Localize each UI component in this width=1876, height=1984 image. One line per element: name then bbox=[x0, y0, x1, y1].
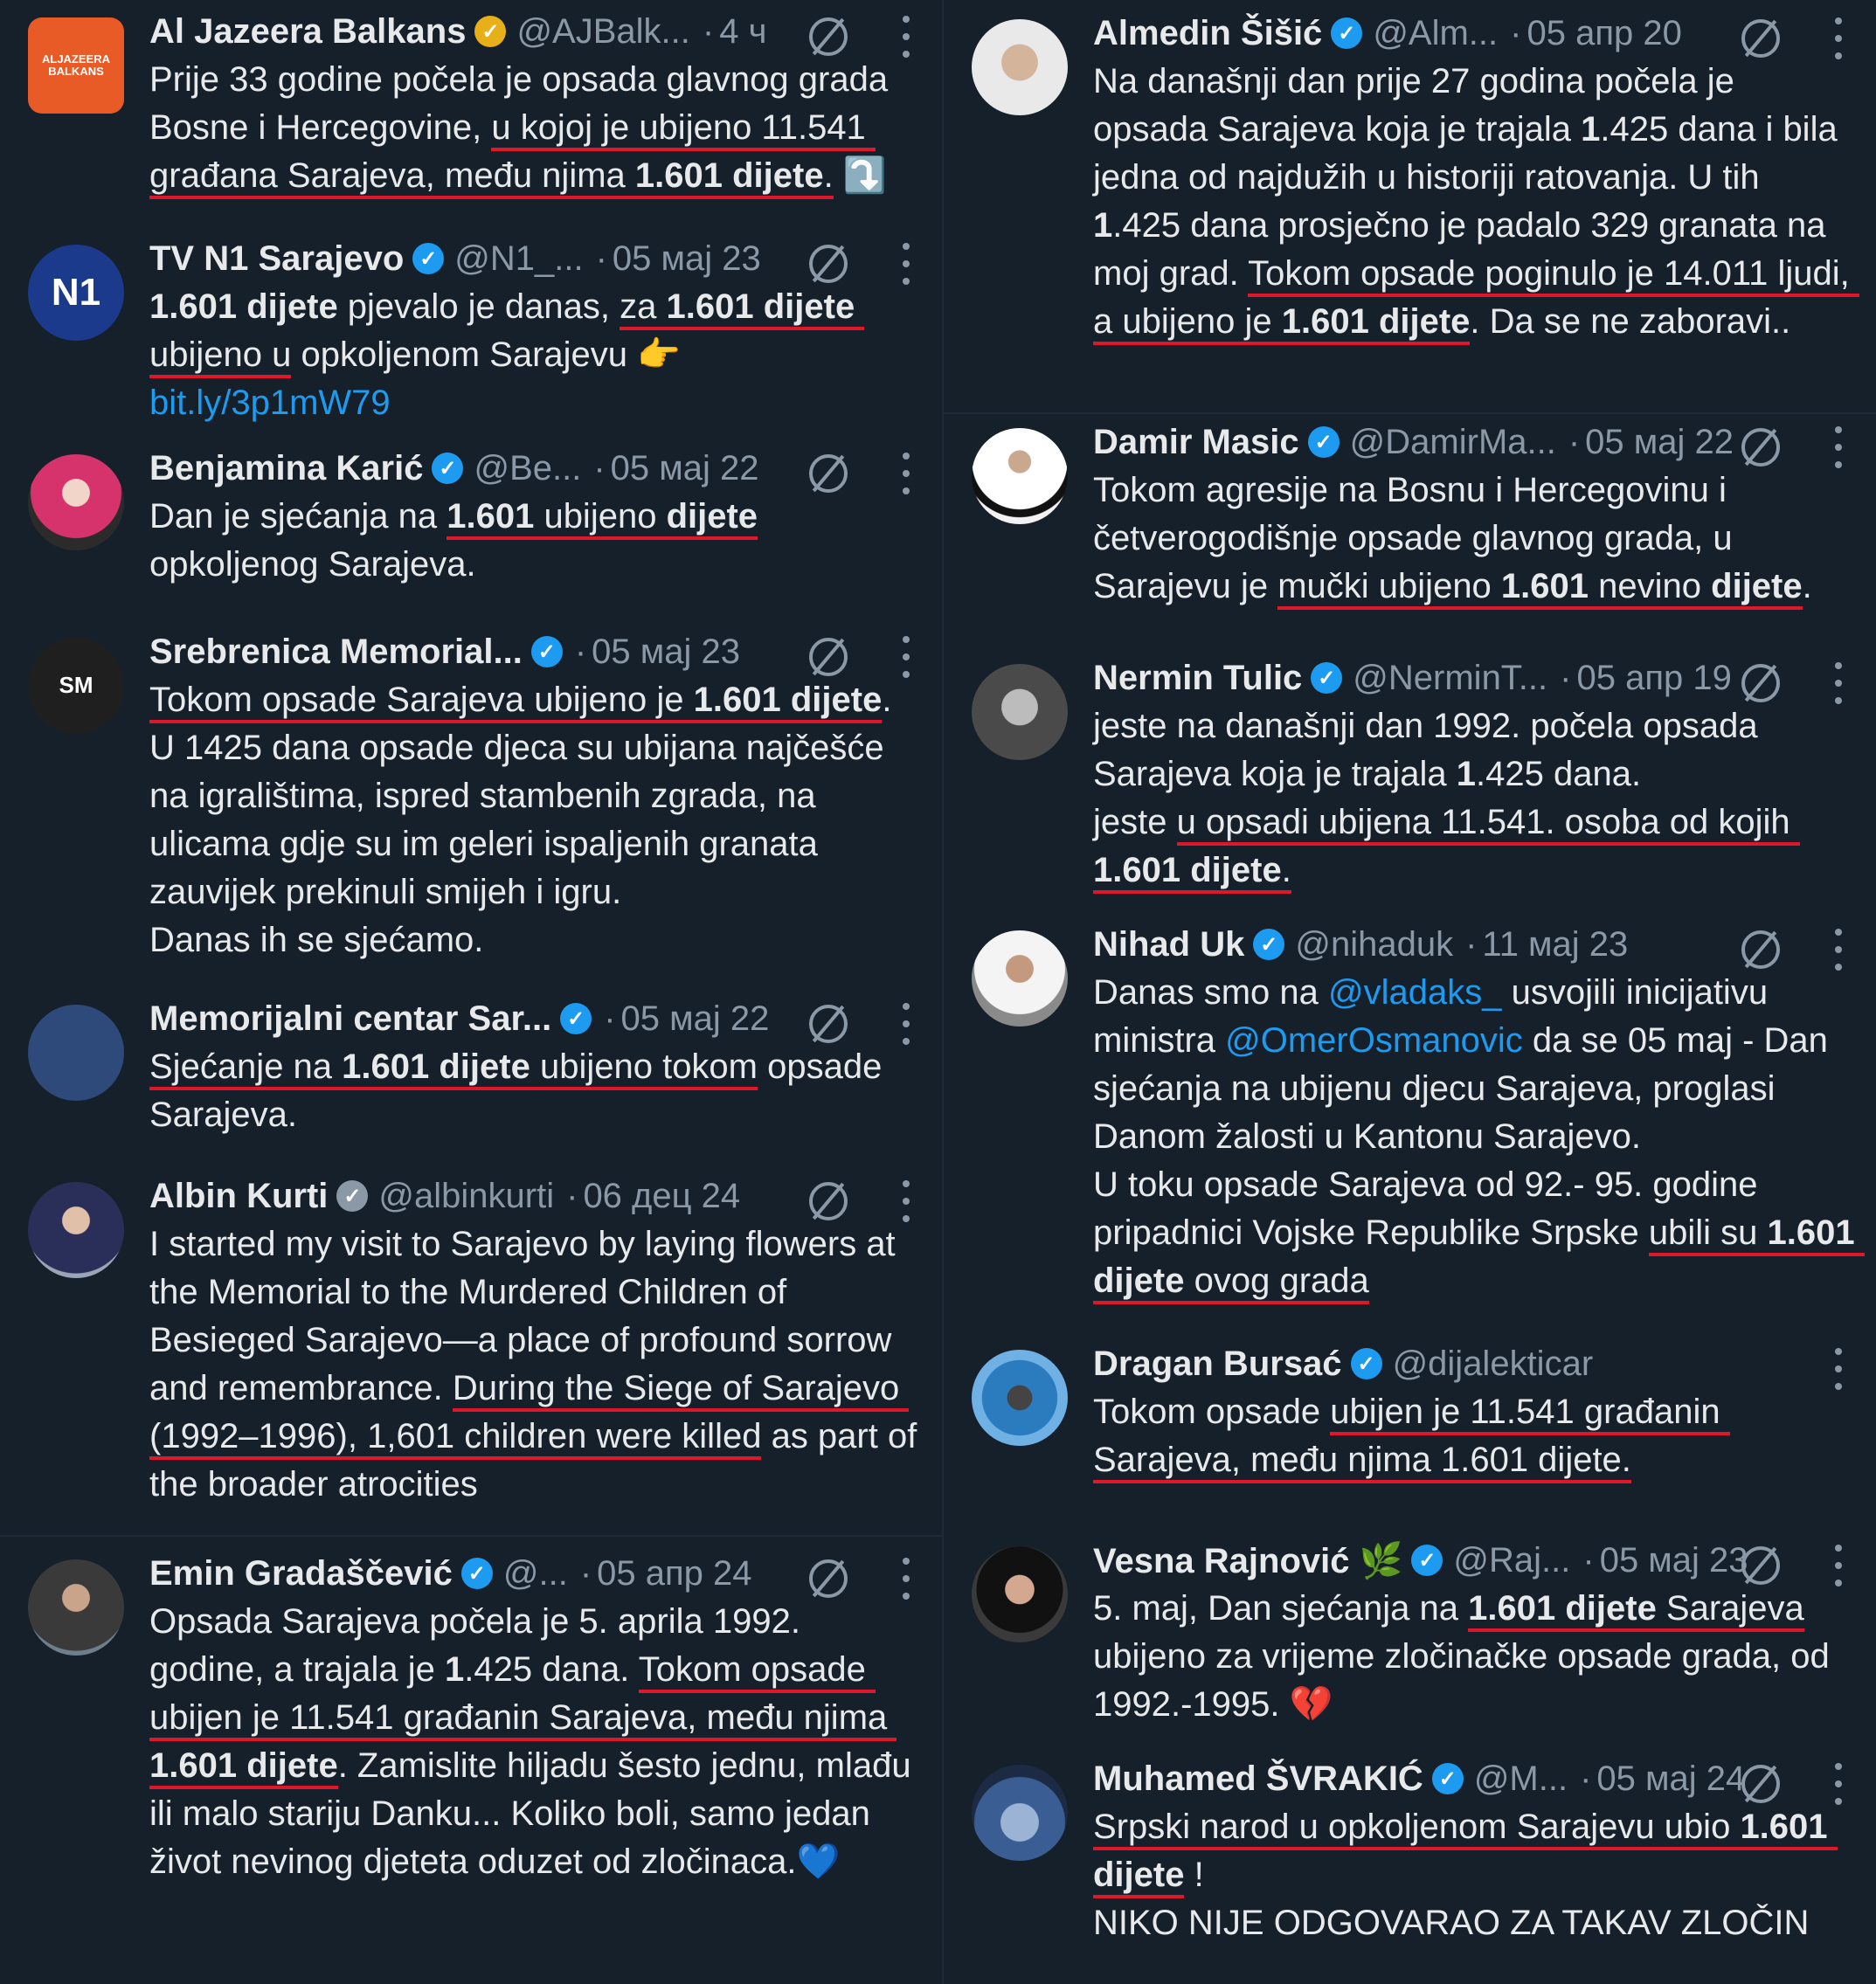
verified-badge-icon: ✓ bbox=[1331, 17, 1362, 49]
separator-dot: · bbox=[604, 999, 616, 1038]
tweet-header bbox=[149, 444, 923, 493]
tweet-body bbox=[1093, 653, 1855, 895]
tweet-card[interactable] bbox=[944, 913, 1876, 1332]
grok-icon[interactable] bbox=[1741, 428, 1780, 467]
timestamp[interactable]: 06 дец 24 bbox=[583, 1176, 741, 1215]
more-options-icon[interactable] bbox=[1834, 1348, 1843, 1390]
tweet-header bbox=[1093, 418, 1855, 467]
text-segment: jeste na današnji dan 1992. počela opsada Sarajeva koja je trajala bbox=[1093, 707, 1768, 793]
avatar[interactable] bbox=[28, 17, 124, 114]
text-segment: 1 bbox=[1093, 206, 1113, 245]
separator-dot: · bbox=[1582, 1540, 1595, 1580]
text-segment: .425 dana. bbox=[464, 1650, 639, 1689]
avatar[interactable] bbox=[972, 19, 1068, 115]
text-segment: 1.601 dijete bbox=[1468, 1589, 1657, 1632]
display-name[interactable]: Srebrenica Memorial... bbox=[149, 632, 523, 671]
verified-badge-icon: ✓ bbox=[1308, 426, 1340, 458]
tweet-header bbox=[149, 7, 923, 56]
user-handle[interactable]: @... bbox=[502, 1553, 568, 1593]
avatar[interactable] bbox=[28, 1005, 124, 1101]
avatar[interactable] bbox=[972, 1765, 1068, 1861]
tweet-text bbox=[149, 493, 923, 589]
tweet-card[interactable] bbox=[944, 411, 1876, 639]
text-segment: mučki ubijeno bbox=[1277, 567, 1501, 610]
text-segment: ubili su bbox=[1649, 1213, 1768, 1256]
more-options-icon[interactable] bbox=[1834, 17, 1843, 59]
more-options-icon[interactable] bbox=[902, 1180, 910, 1222]
avatar[interactable] bbox=[972, 1546, 1068, 1642]
text-segment: . bbox=[1802, 567, 1812, 605]
text-segment: I started my visit to Sarajevo by laying flowers at the Memorial to the Murdered Children of Besieged Sarajevo—a place of profound sorrow and remembrance. bbox=[149, 1225, 905, 1407]
text-segment: 5. maj, Dan sjećanja na bbox=[1093, 1589, 1469, 1628]
tweet-link[interactable]: @vladaks_ bbox=[1328, 973, 1502, 1012]
text-segment: opkoljenom Sarajevu 👉 bbox=[291, 335, 691, 374]
grok-icon[interactable] bbox=[809, 638, 848, 676]
text-segment: Tokom opsade bbox=[1093, 1393, 1331, 1431]
more-options-icon[interactable] bbox=[902, 243, 910, 285]
verified-badge-icon: ✓ bbox=[461, 1558, 493, 1589]
tweet-body bbox=[149, 7, 923, 200]
tweet-card[interactable] bbox=[944, 1529, 1876, 1747]
grok-icon[interactable] bbox=[809, 1559, 848, 1598]
text-segment: Sjećanje na bbox=[149, 1047, 342, 1090]
user-handle[interactable]: @DamirMa... bbox=[1349, 422, 1556, 461]
tweet-header bbox=[1093, 1339, 1855, 1388]
avatar[interactable] bbox=[28, 1559, 124, 1656]
user-handle[interactable]: @M... bbox=[1473, 1759, 1568, 1798]
verified-badge-icon: ✓ bbox=[474, 16, 506, 47]
timestamp[interactable]: 05 мај 22 bbox=[1585, 422, 1734, 461]
tweet-header bbox=[1093, 920, 1855, 969]
tweet-body bbox=[1093, 920, 1865, 1305]
display-name[interactable]: Dragan Bursać bbox=[1093, 1344, 1342, 1383]
tweet-card[interactable] bbox=[0, 987, 944, 1162]
separator-dot: · bbox=[1510, 13, 1522, 52]
separator-dot: · bbox=[595, 238, 607, 278]
text-segment: da se 05 maj - Dan sjećanja na ubijenu djecu Sarajeva, proglasi Danom žalosti u Kantonu Sarajevo. U toku opsade Sarajeva od 92.- 95. godine pripadnici Vojske Republike Srpske bbox=[1093, 1021, 1828, 1252]
timestamp[interactable]: 05 мај 23 bbox=[592, 632, 741, 671]
separator-dot: · bbox=[593, 448, 606, 487]
avatar-initials: SM bbox=[59, 672, 93, 699]
user-handle[interactable]: @Alm... bbox=[1373, 13, 1499, 52]
text-segment: ovog grada bbox=[1184, 1262, 1368, 1304]
text-segment: 1.601 bbox=[1501, 567, 1589, 610]
tweet-body bbox=[149, 444, 923, 589]
display-name[interactable]: TV N1 Sarajevo bbox=[149, 238, 405, 278]
user-handle[interactable]: @Be... bbox=[474, 448, 582, 487]
display-name[interactable]: Vesna Rajnović 🌿 bbox=[1093, 1541, 1403, 1580]
tweet-text bbox=[1093, 702, 1855, 895]
text-segment: ubijeno bbox=[534, 497, 666, 540]
verified-badge-icon: ✓ bbox=[432, 453, 463, 484]
text-segment: 1.601 bbox=[447, 497, 534, 540]
tweet-card[interactable] bbox=[0, 0, 944, 227]
grok-icon[interactable] bbox=[1741, 1765, 1780, 1803]
tweet-text bbox=[149, 676, 923, 964]
tweet-card[interactable] bbox=[944, 1332, 1876, 1529]
text-segment: 1 bbox=[1581, 110, 1601, 149]
display-name[interactable]: Emin Gradaščević bbox=[149, 1553, 453, 1593]
more-options-icon[interactable] bbox=[1834, 929, 1843, 971]
tweet-header bbox=[149, 234, 923, 283]
text-segment: 1.601 dijete bbox=[667, 287, 855, 330]
timestamp[interactable]: 05 мај 22 bbox=[620, 999, 770, 1038]
tweet-link[interactable]: bit.ly/3p1mW79 bbox=[149, 384, 391, 422]
text-segment: . U 1425 dana opsade djeca su ubijana najčešće na igralištima, ispred stambenih zgrada, na ulicama gdje su im geleri ispaljenih granata zauvijek prekinuli smijeh i igru. Danas ih se sjećamo. bbox=[149, 681, 892, 959]
separator-dot: · bbox=[702, 11, 715, 51]
more-options-icon[interactable] bbox=[1834, 426, 1843, 468]
text-segment: .425 dana prosječno je padalo 329 granata na moj grad. bbox=[1093, 206, 1836, 293]
avatar[interactable] bbox=[972, 930, 1068, 1027]
user-handle[interactable]: @AJBalk... bbox=[516, 11, 690, 51]
text-segment: 1 bbox=[1456, 755, 1477, 793]
timestamp[interactable]: 05 апр 24 bbox=[597, 1553, 752, 1593]
text-segment: as part of the broader atrocities bbox=[149, 1417, 927, 1504]
separator-dot: · bbox=[566, 1176, 578, 1215]
more-options-icon[interactable] bbox=[902, 16, 910, 58]
tweet-link[interactable]: @OmerOsmanovic bbox=[1225, 1021, 1523, 1060]
text-segment: u kojoj je ubijeno 11.541 građana Sarajeva, među njima bbox=[149, 108, 876, 199]
tweet-card[interactable] bbox=[0, 620, 944, 987]
text-segment: opsade Sarajeva. bbox=[149, 1047, 892, 1134]
tweet-body bbox=[1093, 9, 1859, 346]
tweet-header bbox=[149, 994, 923, 1043]
tweet-text bbox=[1093, 467, 1855, 611]
user-handle[interactable]: @albinkurti bbox=[378, 1176, 555, 1215]
text-segment: Tokom opsade Sarajeva ubijeno je bbox=[149, 681, 694, 723]
user-handle[interactable]: @N1_... bbox=[454, 238, 584, 278]
verified-badge-icon: ✓ bbox=[531, 636, 563, 667]
text-segment: 1.601 dijete bbox=[635, 156, 824, 199]
timestamp[interactable]: 05 мај 24 bbox=[1596, 1759, 1746, 1798]
user-handle[interactable]: @dijalekticar bbox=[1392, 1344, 1594, 1383]
display-name[interactable]: Almedin Šišić bbox=[1093, 13, 1323, 52]
tweet-header bbox=[1093, 1754, 1855, 1803]
text-segment: 1 bbox=[445, 1650, 465, 1689]
tweet-card[interactable] bbox=[944, 2, 1876, 412]
separator-dot: · bbox=[579, 1553, 592, 1593]
timestamp[interactable]: 05 мај 22 bbox=[610, 448, 759, 487]
avatar-initials: N1 bbox=[51, 270, 101, 314]
timestamp[interactable]: 05 мај 23 bbox=[1599, 1540, 1748, 1580]
text-segment: Opsada Sarajeva počela je 5. aprila 1992. godine, a trajala je bbox=[149, 1602, 811, 1689]
verified-badge-icon: ✓ bbox=[336, 1180, 368, 1212]
text-segment: pjevalo je danas, bbox=[337, 287, 620, 326]
grok-icon[interactable] bbox=[1741, 664, 1780, 702]
verified-badge-icon: ✓ bbox=[1411, 1545, 1443, 1576]
tweet-card[interactable] bbox=[0, 1165, 944, 1531]
tweet-card[interactable] bbox=[0, 227, 944, 437]
timestamp[interactable]: 05 апр 20 bbox=[1526, 13, 1682, 52]
more-options-icon[interactable] bbox=[902, 1003, 910, 1045]
tweet-text bbox=[1093, 58, 1859, 346]
text-segment: 1.601 dijete bbox=[1282, 302, 1471, 345]
avatar[interactable] bbox=[972, 428, 1068, 524]
separator-dot: · bbox=[1580, 1759, 1592, 1798]
tweet-body bbox=[149, 994, 923, 1139]
text-segment: ubijeno u bbox=[149, 287, 864, 378]
tweet-separator bbox=[0, 1535, 942, 1537]
grok-icon[interactable] bbox=[1741, 1546, 1780, 1585]
separator-dot: · bbox=[574, 632, 587, 671]
text-segment: ! bbox=[1184, 1856, 1204, 1894]
avatar[interactable] bbox=[28, 245, 124, 341]
text-segment: Sarajeva bbox=[1657, 1589, 1804, 1632]
text-segment: Tokom opsade poginulo je 14.011 ljudi, a ubijeno je bbox=[1093, 254, 1859, 345]
text-segment: 1.601 dijete bbox=[342, 1047, 530, 1090]
text-segment: usvojili inicijativu ministra bbox=[1093, 973, 1778, 1060]
display-name[interactable]: Nermin Tulic bbox=[1093, 658, 1303, 697]
verified-badge-icon: ✓ bbox=[1311, 662, 1342, 694]
text-segment: Srpski narod u opkoljenom Sarajevu ubio bbox=[1093, 1808, 1740, 1850]
grok-icon[interactable] bbox=[809, 245, 848, 283]
text-segment: u opsadi ubijena 11.541. osoba od kojih bbox=[1177, 803, 1800, 846]
text-segment: dijete bbox=[667, 497, 758, 540]
display-name[interactable]: Benjamina Karić bbox=[149, 448, 424, 487]
more-options-icon[interactable] bbox=[902, 453, 910, 494]
text-segment: Tokom agresije na Bosnu i Hercegovinu i četverogodišnje opsade glavnog grada, u Sarajevu je bbox=[1093, 471, 1742, 605]
tweet-text bbox=[1093, 1585, 1855, 1729]
text-segment: ⤵️ bbox=[833, 156, 887, 195]
timestamp[interactable]: 4 ч bbox=[719, 11, 767, 51]
tweet-header bbox=[149, 1172, 923, 1220]
verified-badge-icon: ✓ bbox=[412, 243, 444, 274]
verified-badge-icon: ✓ bbox=[1432, 1763, 1464, 1794]
tweet-text bbox=[149, 283, 923, 427]
tweet-text bbox=[149, 56, 923, 200]
tweet-card[interactable] bbox=[944, 1747, 1876, 1984]
avatar[interactable] bbox=[28, 454, 124, 550]
tweet-text bbox=[1093, 969, 1865, 1305]
display-name[interactable]: Memorijalni centar Sar... bbox=[149, 999, 552, 1038]
more-options-icon[interactable] bbox=[1834, 1545, 1843, 1587]
tweet-card[interactable] bbox=[944, 646, 1876, 926]
text-segment: . bbox=[824, 156, 834, 199]
text-segment: Dan je sjećanja na bbox=[149, 497, 447, 536]
display-name[interactable]: Al Jazeera Balkans bbox=[149, 11, 467, 51]
tweet-body bbox=[149, 627, 923, 964]
grok-icon[interactable] bbox=[1741, 930, 1780, 969]
avatar[interactable] bbox=[28, 1182, 124, 1278]
display-name[interactable]: Damir Masic bbox=[1093, 422, 1299, 461]
grok-icon[interactable] bbox=[809, 17, 848, 56]
display-name[interactable]: Muhamed ŠVRAKIĆ bbox=[1093, 1759, 1423, 1798]
text-segment: za bbox=[620, 287, 666, 330]
timestamp[interactable]: 05 апр 19 bbox=[1576, 658, 1732, 697]
text-segment: . Da se ne zaboravi.. bbox=[1470, 302, 1791, 341]
tweet-card[interactable] bbox=[0, 1542, 944, 1953]
tweet-text bbox=[149, 1598, 923, 1886]
avatar[interactable] bbox=[972, 664, 1068, 760]
text-segment: NIKO NIJE ODGOVARAO ZA TAKAV ZLOČIN bbox=[1093, 1904, 1810, 1942]
timestamp[interactable]: 05 мај 23 bbox=[612, 238, 761, 278]
verified-badge-icon: ✓ bbox=[1351, 1348, 1382, 1379]
tweet-body bbox=[149, 1172, 927, 1509]
text-segment: ubijeno tokom bbox=[530, 1047, 758, 1090]
tweet-body bbox=[1093, 1339, 1855, 1484]
tweet-text bbox=[149, 1043, 923, 1139]
user-handle[interactable]: @nihaduk bbox=[1295, 924, 1454, 964]
text-segment: ubijeno za vrijeme zločinačke opsade grada, od 1992.-1995. 💔 bbox=[1093, 1589, 1839, 1724]
text-segment: .425 dana i bila jedna od najdužih u historiji ratovanja. U tih bbox=[1093, 110, 1847, 197]
tweet-body bbox=[149, 234, 923, 427]
tweet-card[interactable] bbox=[0, 437, 944, 620]
user-handle[interactable]: @Raj... bbox=[1453, 1540, 1571, 1580]
text-segment: Tokom opsade ubijen je 11.541 građanin Sarajeva, među njima bbox=[149, 1650, 896, 1741]
separator-dot: · bbox=[1465, 924, 1478, 964]
user-handle[interactable]: @NerminT... bbox=[1353, 658, 1548, 697]
tweet-header bbox=[1093, 653, 1855, 702]
text-segment: 1.601 dijete bbox=[1093, 851, 1282, 894]
text-segment: 1.601 dijete bbox=[149, 1746, 338, 1789]
more-options-icon[interactable] bbox=[1834, 1763, 1843, 1805]
tweet-header bbox=[1093, 1536, 1855, 1585]
grok-icon[interactable] bbox=[1741, 19, 1780, 58]
verified-badge-icon: ✓ bbox=[560, 1003, 592, 1034]
more-options-icon[interactable] bbox=[902, 1558, 910, 1600]
text-segment: nevino bbox=[1589, 567, 1711, 610]
grok-icon[interactable] bbox=[809, 1182, 848, 1220]
tweet-header bbox=[149, 1549, 923, 1598]
tweet-body bbox=[149, 1549, 923, 1886]
text-segment: 1.601 dijete bbox=[149, 287, 338, 326]
avatar[interactable] bbox=[972, 1350, 1068, 1446]
text-segment: ubijen je 11.541 građanin Sarajeva, među njima 1.601 dijete. bbox=[1093, 1393, 1730, 1483]
text-segment: opkoljenog Sarajeva. bbox=[149, 497, 768, 584]
grok-icon[interactable] bbox=[809, 454, 848, 493]
text-segment: . bbox=[1282, 851, 1291, 894]
more-options-icon[interactable] bbox=[902, 636, 910, 678]
display-name[interactable]: Albin Kurti bbox=[149, 1176, 329, 1215]
text-segment: During the Siege of Sarajevo (1992–1996), 1,601 children were killed bbox=[149, 1369, 909, 1460]
text-segment: 1.601 dijete bbox=[1093, 1213, 1865, 1304]
text-segment: Na današnji dan prije 27 godina počela je opsada Sarajeva koja je trajala bbox=[1093, 62, 1744, 149]
tweet-header bbox=[149, 627, 923, 676]
text-segment: 1.601 dijete bbox=[1093, 1808, 1838, 1898]
timestamp[interactable]: 11 мај 23 bbox=[1482, 924, 1629, 964]
more-options-icon[interactable] bbox=[1834, 662, 1843, 704]
text-segment: Danas smo na bbox=[1093, 973, 1329, 1012]
grok-icon[interactable] bbox=[809, 1005, 848, 1043]
display-name[interactable]: Nihad Uk bbox=[1093, 924, 1245, 964]
tweet-header bbox=[1093, 9, 1855, 58]
tweet-text bbox=[149, 1220, 927, 1509]
text-segment: 1.601 dijete bbox=[694, 681, 883, 723]
text-segment: . Zamislite hiljadu šesto jednu, mlađu ili malo stariju Danku... Koliko boli, samo jedan život nevinog djeteta oduzet od zločinaca.💙 bbox=[149, 1746, 921, 1881]
text-segment: dijete bbox=[1711, 567, 1802, 610]
avatar-initials: ALJAZEERA BALKANS bbox=[41, 52, 110, 78]
tweet-text bbox=[1093, 1803, 1855, 1947]
text-segment: .425 dana. jeste bbox=[1093, 755, 1642, 841]
separator-dot: · bbox=[1568, 422, 1581, 461]
tweet-text bbox=[1093, 1388, 1855, 1484]
verified-badge-icon: ✓ bbox=[1253, 929, 1284, 960]
separator-dot: · bbox=[1560, 658, 1572, 697]
avatar[interactable] bbox=[28, 638, 124, 734]
text-segment: Prije 33 godine počela je opsada glavnog grada Bosne i Hercegovine, bbox=[149, 60, 898, 147]
